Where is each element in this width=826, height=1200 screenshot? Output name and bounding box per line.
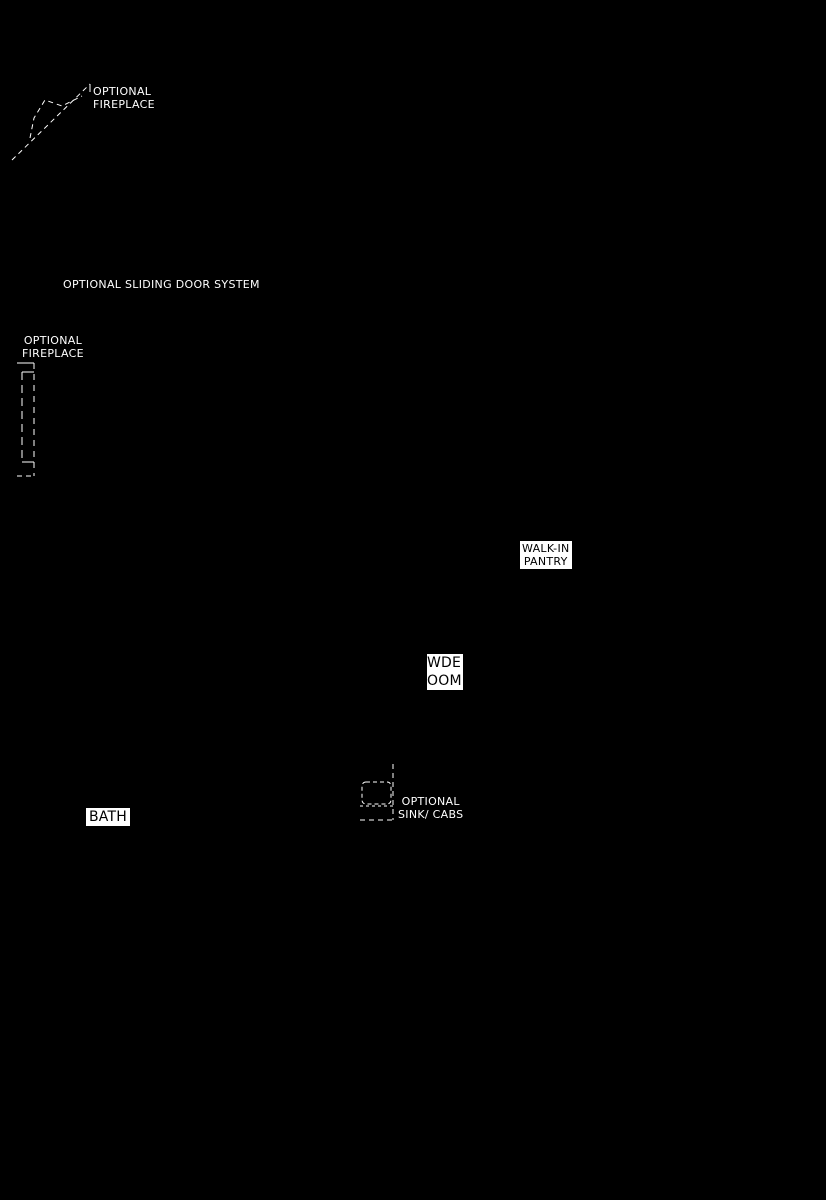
sliding-door-label-text: OPTIONAL SLIDING DOOR SYSTEM: [63, 278, 260, 291]
walk-in-pantry-label: [520, 541, 572, 569]
fireplace-left-outline: [17, 363, 34, 476]
fireplace-top-label-line1: OPTIONAL: [93, 85, 152, 98]
bath-label-text: BATH: [89, 809, 127, 825]
optional-sink-label-line2: SINK/ CABS: [398, 808, 464, 821]
sliding-door-label: [63, 278, 260, 291]
bath-label: [86, 808, 130, 826]
optional-sink-label-line1: OPTIONAL: [401, 795, 460, 808]
powder-room-label: [427, 654, 463, 690]
powder-room-label-line2: OOM: [427, 673, 462, 689]
fireplace-left-label: [22, 334, 84, 360]
walk-in-pantry-label-line1: WALK-IN: [522, 542, 570, 555]
fireplace-top-outline: [12, 84, 90, 160]
fireplace-left-label-line2: FIREPLACE: [22, 347, 84, 360]
fireplace-top-label: [93, 85, 155, 111]
fireplace-top-label-line2: FIREPLACE: [93, 98, 155, 111]
walk-in-pantry-label-line2: PANTRY: [523, 555, 568, 568]
fireplace-left-label-line1: OPTIONAL: [23, 334, 83, 347]
optional-sink-label: [398, 795, 463, 821]
optional-sink-outline: [360, 764, 393, 820]
powder-room-label-line1: WDE: [427, 655, 462, 671]
